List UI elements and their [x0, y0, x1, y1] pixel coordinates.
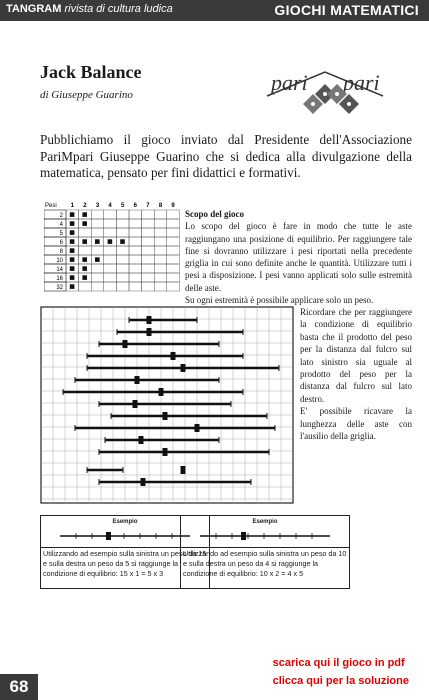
weight-marker	[82, 275, 87, 280]
side-paragraph-1: Ricordare che per raggiungere la condizione di equilibrio basta che il prodotto del peso per la distanza dal fulcro sul lato sinistro sia uguale al prodotto del peso per la distanza dal fulcro sul lato destro.	[300, 307, 412, 404]
weights-grid-cell	[167, 246, 180, 255]
example-beam-2	[190, 528, 340, 544]
weights-grid-cell	[91, 246, 104, 255]
weights-row-label: 8	[59, 249, 63, 255]
weight-marker	[70, 248, 75, 253]
rules-text	[185, 208, 412, 306]
weights-grid-cell	[116, 219, 129, 228]
weights-grid-cell	[104, 210, 117, 219]
weights-column-label: 9	[171, 203, 175, 209]
side-text	[300, 306, 412, 442]
weight-marker	[95, 239, 100, 244]
weights-grid-cell	[154, 264, 167, 273]
weights-grid-cell	[167, 264, 180, 273]
weights-grid-cell	[142, 255, 155, 264]
weights-grid-cell	[167, 210, 180, 219]
weights-grid-cell	[167, 228, 180, 237]
weights-column-label: 7	[146, 203, 150, 209]
example-box-2	[180, 515, 350, 589]
page-header	[0, 0, 429, 21]
solution-link[interactable]: clicca qui per la soluzione	[272, 675, 409, 687]
weights-column-label: 3	[95, 203, 100, 209]
example-title: Esempio	[252, 519, 278, 525]
weights-grid-cell	[154, 219, 167, 228]
rod-fulcrum	[123, 340, 128, 348]
example-title: Esempio	[112, 519, 138, 525]
weights-grid-cell	[167, 237, 180, 246]
weights-grid-cell	[154, 255, 167, 264]
weights-grid-cell	[116, 264, 129, 273]
side-paragraph-2: E' possibile ricavare la lunghezza delle aste con l'ausilio della griglia.	[300, 406, 412, 442]
weights-grid-cell	[104, 264, 117, 273]
weights-grid-cell	[116, 255, 129, 264]
example-text: Utilizzando ad esempio sulla sinistra un peso da 15 e sulla destra un peso da 5 si raggiunge la condizione di equilibrio: 15 x 1 = 5 x 3	[41, 547, 209, 580]
weights-grid-cell	[91, 264, 104, 273]
weights-grid-cell	[129, 264, 142, 273]
weight-marker	[82, 239, 87, 244]
weights-grid-cell	[104, 228, 117, 237]
weights-row-label: 4	[59, 222, 63, 228]
weights-column-label: 8	[158, 203, 163, 209]
weights-grid-cell	[167, 282, 180, 291]
weights-grid-cell	[116, 282, 129, 291]
weights-grid-cell	[167, 273, 180, 282]
rod-fulcrum	[163, 412, 168, 420]
weight-marker	[70, 212, 75, 217]
weights-grid-cell	[129, 273, 142, 282]
example-text: Utilizzando ad esempio sulla sinistra un peso da 10 e sulla destra un peso da 4 si raggiunge la condizione di equilibrio: 10 x 2 = 4 x 5	[181, 547, 349, 580]
article-author: di Giuseppe Guarino	[40, 89, 133, 101]
weights-grid-cell	[142, 210, 155, 219]
weights-grid-cell	[79, 282, 92, 291]
weights-row-label: 10	[56, 258, 63, 264]
weights-grid-cell	[154, 210, 167, 219]
svg-text:pari: pari	[271, 70, 308, 95]
balance-grid	[40, 306, 296, 511]
weights-grid-cell	[142, 282, 155, 291]
weight-marker	[70, 284, 75, 289]
rod-fulcrum	[135, 376, 140, 384]
weights-grid-cell	[154, 246, 167, 255]
rod-fulcrum	[139, 436, 144, 444]
weights-grid-cell	[91, 228, 104, 237]
weights-row-label: 2	[59, 213, 63, 219]
weight-marker	[70, 266, 75, 271]
weights-table	[44, 200, 182, 297]
rod-fulcrum	[181, 466, 186, 474]
svg-text:pari: pari	[343, 70, 380, 95]
weights-grid-cell	[129, 210, 142, 219]
weights-grid-cell	[142, 246, 155, 255]
weights-row-label: 6	[59, 240, 63, 246]
rod-fulcrum	[147, 328, 152, 336]
weights-grid-cell	[129, 219, 142, 228]
rod-fulcrum	[163, 448, 168, 456]
rod-fulcrum	[159, 388, 164, 396]
weights-column-label: 1	[70, 203, 74, 209]
weights-column-label: 6	[133, 203, 137, 209]
weights-row-label: 16	[56, 276, 63, 282]
weights-grid-cell	[154, 237, 167, 246]
magazine-name: TANGRAM rivista di cultura ludica	[6, 3, 173, 15]
rod-fulcrum	[195, 424, 200, 432]
article-title: Jack Balance	[40, 62, 142, 82]
weights-grid-cell	[167, 255, 180, 264]
weights-grid-cell	[104, 219, 117, 228]
weights-grid-cell	[91, 219, 104, 228]
weights-grid-cell	[116, 246, 129, 255]
download-link[interactable]: scarica qui il gioco in pdf	[272, 657, 405, 669]
weight-marker	[82, 266, 87, 271]
weights-grid-cell	[142, 237, 155, 246]
weights-grid-cell	[129, 255, 142, 264]
page-number: 68	[0, 674, 38, 700]
weight-marker	[95, 257, 100, 262]
weights-corner-label: Pesi	[45, 203, 57, 209]
links-block	[273, 654, 409, 690]
weights-grid-cell	[154, 282, 167, 291]
weights-column-label: 2	[83, 203, 87, 209]
weights-grid-cell	[154, 273, 167, 282]
weights-row-label: 14	[56, 267, 63, 273]
weights-grid-cell	[167, 219, 180, 228]
weights-grid-cell	[129, 228, 142, 237]
weights-grid-cell	[129, 246, 142, 255]
weights-grid-cell	[116, 210, 129, 219]
rod-fulcrum	[147, 316, 152, 324]
weights-grid-cell	[129, 237, 142, 246]
weights-grid-cell	[142, 273, 155, 282]
weights-grid-cell	[104, 282, 117, 291]
weights-grid-cell	[79, 246, 92, 255]
weight-marker	[82, 257, 87, 262]
weights-grid-cell	[104, 273, 117, 282]
weight-marker	[70, 230, 75, 235]
weight-marker	[120, 239, 125, 244]
weight-marker	[108, 239, 113, 244]
rod-fulcrum	[133, 400, 138, 408]
weights-grid-cell	[142, 219, 155, 228]
weights-grid-cell	[142, 264, 155, 273]
example-beam-1	[50, 528, 200, 544]
weight-marker	[82, 221, 87, 226]
weights-grid-cell	[129, 282, 142, 291]
weight-marker	[70, 257, 75, 262]
parimpari-logo	[265, 66, 400, 114]
rules-body: Lo scopo del gioco è fare in modo che tutte le aste raggiungano una posizione di equilibrio. Per raggiungere tale fine si dovranno utilizzare i pesi riportati nella precedente griglia in cui sono definite anche le quantità. Utilizzare tutti i pesi a disposizione. I pesi vanno applicati solo sulle estremità delle aste.	[185, 221, 412, 293]
weights-grid-cell	[79, 228, 92, 237]
intro-paragraph: Pubblichiamo il gioco inviato dal Presidente dell'Associazione PariMpari Giuseppe Guarino che si dedica alla divulgazione della matematica, pensato per fini didattici e formativi.	[40, 132, 412, 180]
weights-grid-cell	[91, 273, 104, 282]
weights-grid-cell	[91, 282, 104, 291]
rules-heading: Scopo del gioco	[185, 209, 245, 219]
section-title: GIOCHI MATEMATICI	[274, 2, 419, 18]
weights-row-label: 32	[56, 285, 63, 291]
weights-grid-cell	[154, 228, 167, 237]
weight-marker	[82, 212, 87, 217]
weights-grid-cell	[91, 210, 104, 219]
weight-marker	[70, 239, 75, 244]
weights-column-label: 5	[121, 203, 125, 209]
rules-last: Su ogni estremità è possibile applicare solo un peso.	[185, 295, 374, 306]
weights-grid-cell	[142, 228, 155, 237]
rod-fulcrum	[171, 352, 176, 360]
weight-marker	[70, 221, 75, 226]
weight-marker	[70, 275, 75, 280]
weights-column-label: 4	[108, 203, 112, 209]
weights-grid-cell	[116, 228, 129, 237]
rod-fulcrum	[181, 364, 186, 372]
weights-grid-cell	[104, 246, 117, 255]
weights-grid-cell	[116, 273, 129, 282]
rod-fulcrum	[141, 478, 146, 486]
weights-grid-cell	[104, 255, 117, 264]
weights-row-label: 5	[59, 231, 63, 237]
